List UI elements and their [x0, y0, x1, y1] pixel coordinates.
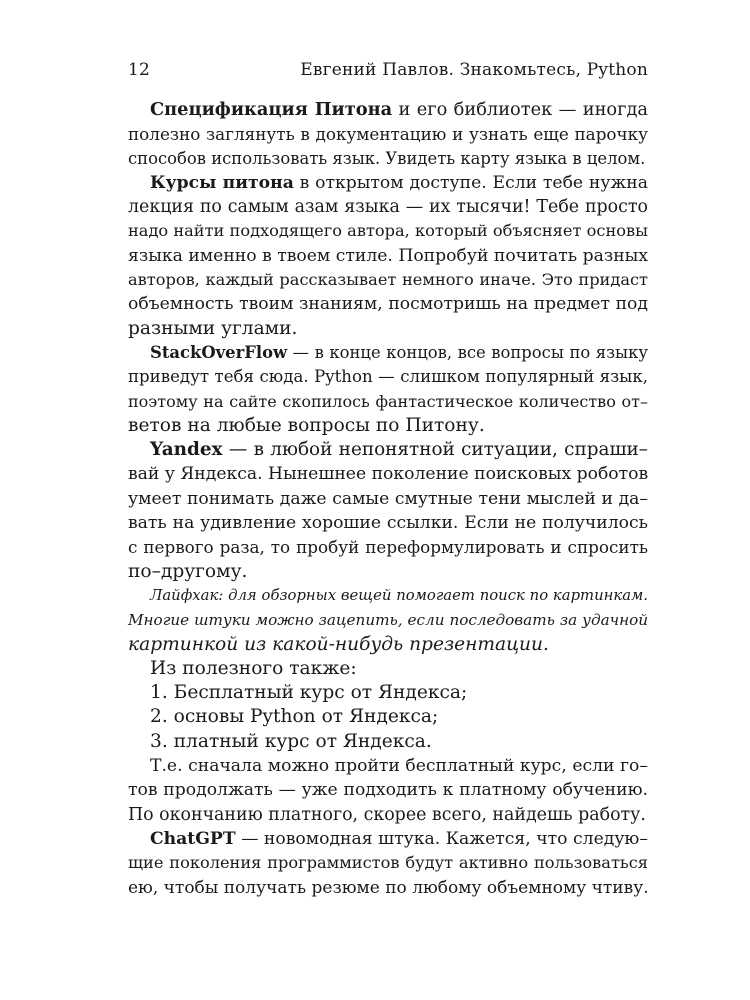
- text-line: надо найти подходящего автора, который объясняет основы: [128, 221, 648, 241]
- term-chatgpt: ChatGPT: [150, 828, 236, 849]
- useful-intro: Из полезного также:: [150, 657, 357, 679]
- useful-list: [128, 657, 648, 754]
- paragraph-yandex: [128, 438, 648, 584]
- page-number: 12: [128, 60, 151, 80]
- text-line: Лайфхак: для обзорных вещей помогает поиск по картинкам.: [150, 586, 648, 604]
- text-line: приведут тебя сюда. Python — слишком популярный язык,: [128, 367, 648, 387]
- text-line: — новомодная штука. Кажется, что следую–: [235, 828, 648, 849]
- text-line: поэтому на сайте скопилось фантастическое количество от–: [128, 391, 648, 411]
- text-line: ветов на любые вопросы по Питону.: [128, 414, 485, 436]
- text-line: картинкой из какой-нибудь презентации.: [128, 633, 549, 655]
- text-line: тов продолжать — уже подходить к платному обучению.: [128, 780, 648, 801]
- text-line: По окончанию платного, скорее всего, найдешь работу.: [128, 804, 646, 825]
- text-line: — в любой непонятной ситуации, спраши–: [222, 439, 648, 461]
- text-line: языка именно в твоем стиле. Попробуй почитать разных: [128, 245, 649, 266]
- text-line: разными углами.: [128, 317, 298, 339]
- text-line: и его библиотек — иногда: [392, 99, 648, 120]
- paragraph-chatgpt: [128, 827, 648, 900]
- text-line: умеет понимать даже самые смутные тени мыслей и да–: [128, 488, 648, 509]
- text-line: Т.е. сначала можно пройти бесплатный курс, если го–: [150, 756, 648, 777]
- running-title: Евгений Павлов. Знакомьтесь, Python: [300, 60, 648, 80]
- term-courses: Курсы питона: [150, 172, 294, 193]
- text-line: — в конце концов, все вопросы по языку: [287, 342, 648, 362]
- page-body: [128, 98, 648, 900]
- paragraph-courses: [128, 171, 648, 341]
- term-stackoverflow: StackOverFlow: [150, 342, 288, 362]
- text-line: в открытом доступе. Если тебе нужна: [293, 172, 648, 193]
- text-line: по–другому.: [128, 560, 248, 582]
- term-spec: Спецификация Питона: [150, 99, 393, 120]
- paragraph-summary: [128, 754, 648, 827]
- list-item: 1. Бесплатный курс от Яндекса;: [150, 682, 468, 704]
- text-line: щие поколения программистов будут активно пользоваться: [128, 853, 648, 873]
- text-line: лекция по самым азам языка — их тысячи! Тебе просто: [128, 197, 648, 218]
- text-line: с первого раза, то пробуй переформулировать и спросить: [128, 537, 648, 558]
- paragraph-spec: [128, 98, 648, 171]
- text-line: полезно заглянуть в документацию и узнать еще парочку: [128, 124, 648, 145]
- list-item: 2. основы Python от Яндекса;: [150, 706, 439, 728]
- text-line: объемность твоим знаниям, посмотришь на предмет под: [128, 294, 648, 315]
- text-line: авторов, каждый рассказывает немного иначе. Это придаст: [128, 270, 648, 290]
- term-yandex: Yandex: [150, 439, 223, 461]
- text-line: Многие штуки можно зацепить, если последовать за удачной: [128, 611, 648, 630]
- list-item: 3. платный курс от Яндекса.: [150, 730, 432, 752]
- lifehack-note: [128, 584, 648, 657]
- text-line: вай у Яндекса. Нынешнее поколение поисковых роботов: [128, 464, 649, 485]
- text-line: способов использовать язык. Увидеть карту языка в целом.: [128, 148, 646, 168]
- paragraph-stackoverflow: [128, 341, 648, 438]
- text-line: вать на удивление хорошие ссылки. Если не получилось: [128, 513, 648, 534]
- text-line: ею, чтобы получать резюме по любому объемному чтиву.: [128, 877, 649, 898]
- page-header: [128, 60, 648, 80]
